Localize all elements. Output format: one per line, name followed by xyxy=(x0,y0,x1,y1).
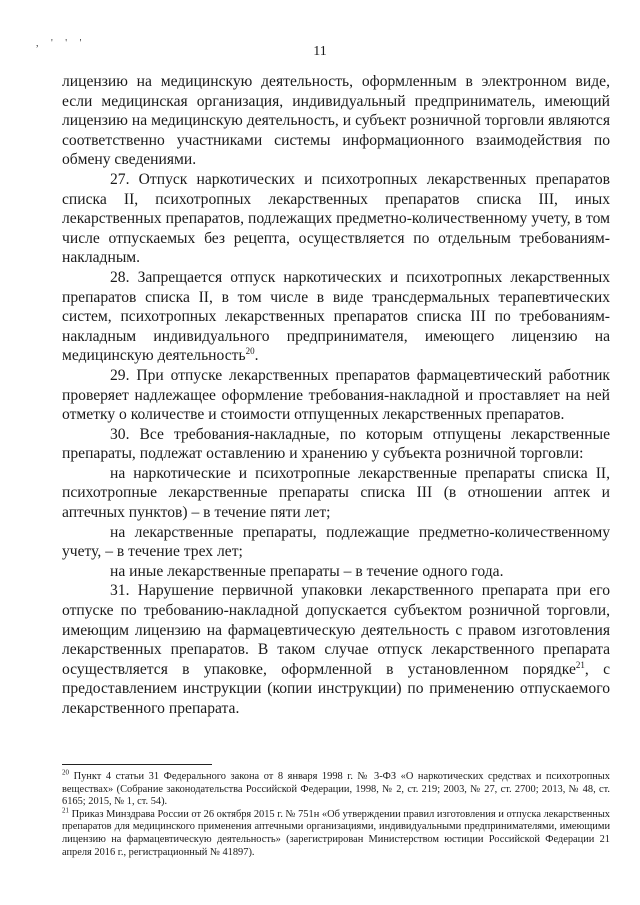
paragraph-27: 27. Отпуск наркотических и психотропных лекарственных препаратов списка II, психотропных лекарственных препаратов списка III, иных лекарственных препаратов, подлежащих предметно-количественному учету, в том числе отпускаемых без рецепта, осуществляется по отдельным требованиям-накладным. xyxy=(62,170,610,267)
paragraph-30: 30. Все требования-накладные, по которым отпущены лекарственные препараты, подлежат оставлению и хранению у субъекта розничной торговли: xyxy=(62,425,610,463)
footnotes xyxy=(62,768,610,859)
paragraph-29: 29. При отпуске лекарственных препаратов фармацевтический работник проверяет надлежащее оформление требования-накладной и проставляет на ней отметку о количестве и стоимости отпущенных лекарственных препаратов. xyxy=(62,366,610,424)
page-number: 11 xyxy=(313,44,327,59)
footnote-21-mark: 21 xyxy=(62,806,69,815)
paragraph-31-end: , с предоставлением инструкции (копии инструкции) по применению отпускаемого лекарственного препарата. xyxy=(62,660,610,717)
footnote-ref-20[interactable]: 20 xyxy=(245,346,255,357)
footnote-20-mark: 20 xyxy=(62,768,69,777)
paragraph-28 xyxy=(62,268,610,366)
scan-marks: , ' ' ' xyxy=(36,38,87,49)
paragraph-31 xyxy=(62,581,610,718)
paragraph-28-text: 28. Запрещается отпуск наркотических и психотропных лекарственных препаратов списка II, в том числе в виде трансдермальных терапевтических систем, психотропных лекарственных препаратов списка III по требованиям-накладным индивидуального предпринимателя, имеющего лицензию на медицинскую деятельность xyxy=(62,268,610,365)
footnote-ref-21[interactable]: 21 xyxy=(575,659,585,670)
paragraph-31-text: 31. Нарушение первичной упаковки лекарственного препарата при его отпуске по требованию-накладной допускается субъектом розничной торговли, имеющим лицензию на фармацевтическую деятельность с правом изготовления лекарственных препаратов. В таком случае отпуск лекарственного препарата осуществляется в упаковке, оформленной в установленном порядке xyxy=(62,582,610,678)
paragraph-continuation: лицензию на медицинскую деятельность, оформленным в электронном виде, если медицинская организация, индивидуальный предприниматель, имеющий лицензию на медицинскую деятельность, и субъект розничной торговли являются соответственно участниками системы информационного взаимодействия по обмену сведениями. xyxy=(62,73,610,169)
footnote-20-text: Пункт 4 статьи 31 Федерального закона от 8 января 1998 г. № 3-ФЗ «О наркотических средствах и психотропных веществах» (Собрание законодательства Российской Федерации, 1998, № 2, ст. 219; 2003, № 27, ст. 2700; 2013, № 48, ст. 6165; 2015, № 1, ст. 54). xyxy=(62,771,610,808)
footnote-divider xyxy=(62,764,212,765)
paragraph-28-end: . xyxy=(254,347,259,365)
footnote-21-text: Приказ Минздрава России от 26 октября 2015 г. № 751н «Об утверждении правил изготовления и отпуска лекарственных препаратов для медицинского применения аптечными организациями, индивидуальными предпринимателями, имеющими лицензию на фармацевтическую деятельность» (зарегистрирован Министерством юстиции Российской Федерации 21 апреля 2016 г., регистрационный № 41897). xyxy=(62,808,610,858)
footnote-20 xyxy=(62,768,610,809)
paragraph-30-item-b: на лекарственные препараты, подлежащие предметно-количественному учету, – в течение трех лет; xyxy=(62,523,610,561)
paragraph-30-item-a: на наркотические и психотропные лекарственные препараты списка II, психотропные лекарственные препараты списка III (в отношении аптек и аптечных пунктов) – в течение пяти лет; xyxy=(62,464,610,522)
footnote-21 xyxy=(62,806,610,859)
body-text xyxy=(62,72,610,719)
paragraph-30-item-c: на иные лекарственные препараты – в течение одного года. xyxy=(110,562,504,580)
